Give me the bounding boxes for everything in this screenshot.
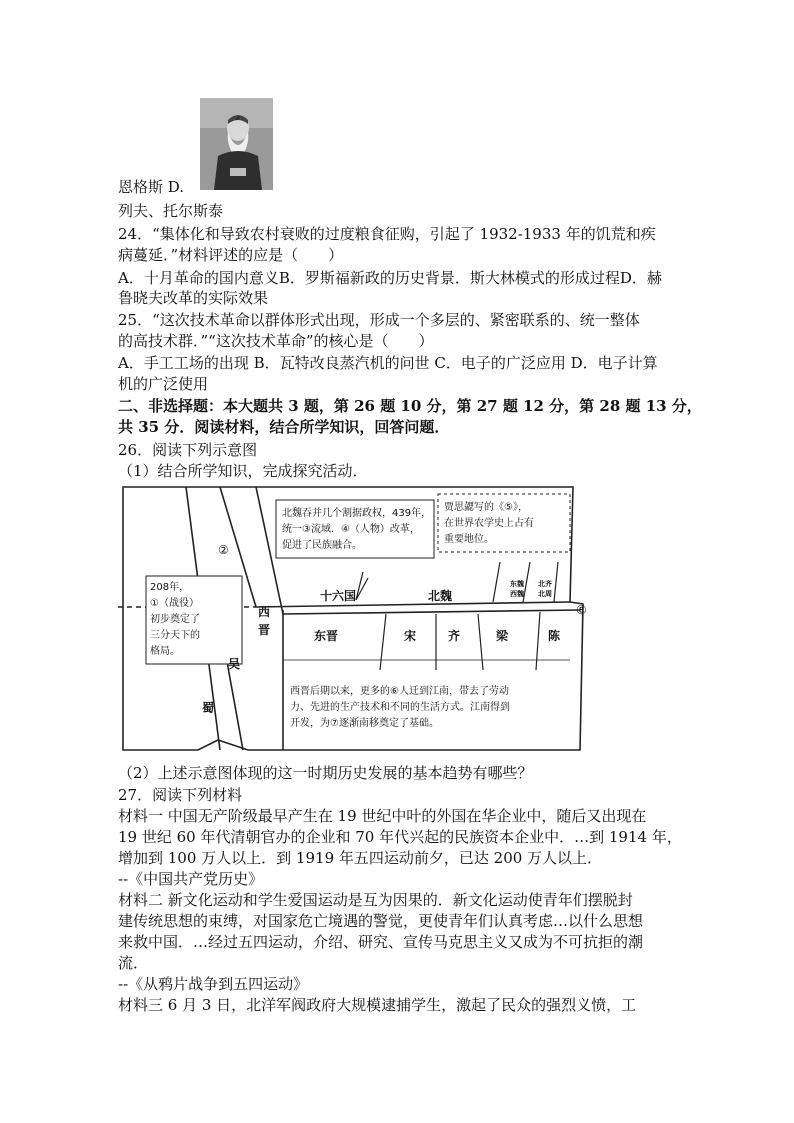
box-jia-line1: 贾思勰写的《⑤》， <box>444 502 528 513</box>
box-208-line4: 三分天下的 <box>150 630 200 641</box>
q27-m2-source: --《从鸦片战争到五四运动》 <box>118 975 309 993</box>
q25-options-line2: 机的广泛使用 <box>118 375 209 393</box>
box-beiwei-line2: 统一③流域．④（人物）改革， <box>282 524 420 535</box>
label-beizhou: 北周 <box>538 590 552 598</box>
box-jia-line2: 在世界农学史上占有 <box>444 518 534 529</box>
q25-stem-line2: 的高技术群．”“这次技术革命”的核心是（ ） <box>118 332 434 350</box>
label-circle-8: ⑧ <box>576 603 587 617</box>
q26-part2: （2）上述示意图体现的这一时期历史发展的基本趋势有哪些？ <box>118 764 533 782</box>
box-208-line3: 初步奠定了 <box>150 614 200 625</box>
box-beiwei-line3: 促进了民族融合。 <box>282 540 362 551</box>
tolstoy-portrait-image <box>200 98 273 190</box>
q23-option-d: 列夫、托尔斯泰 <box>118 202 224 220</box>
label-liang: 梁 <box>496 629 509 643</box>
box-208-line1: 208年， <box>150 582 190 593</box>
label-xijin-2: 晋 <box>258 623 271 637</box>
box-208-line5: 格局。 <box>150 646 180 657</box>
q26-part1: （1）结合所学知识，完成探究活动． <box>118 462 368 480</box>
q25-options-line1: A．手工工场的出现 B．瓦特改良蒸汽机的问世 C．电子的广泛应用 D．电子计算 <box>118 354 658 372</box>
label-beiwei: 北魏 <box>428 589 453 603</box>
label-dongjin: 东晋 <box>314 629 339 643</box>
q27-m2-line1: 材料二 新文化运动和学生爱国运动是互为因果的．新文化运动使青年们摆脱封 <box>118 891 633 909</box>
q27-m1-line3: 增加到 100 万人以上．到 1919 年五四运动前夕，已达 200 万人以上． <box>118 849 603 867</box>
q24-stem-line1: 24．“集体化和导致农村衰败的过度粮食征购，引起了 1932-1933 年的饥荒和疾 <box>118 225 656 243</box>
q24-stem-line2: 病蔓延．”材料评述的应是（ ） <box>118 246 344 264</box>
q26-title: 26．阅读下列示意图 <box>118 441 258 459</box>
q25-stem-line1: 25．“这次技术革命以群体形式出现，形成一个多层的、紧密联系的、统一整体 <box>118 311 640 329</box>
label-song: 宋 <box>404 629 417 643</box>
label-wu: 吴 <box>228 657 241 671</box>
section2-heading-line1: 二、非选择题：本大题共 3 题，第 26 题 10 分，第 27 题 12 分，第 28 题 13 分， <box>118 397 702 415</box>
label-xijin-1: 西 <box>258 605 271 619</box>
history-period-diagram <box>118 482 590 757</box>
box-jia-line3: 重要地位。 <box>444 534 494 545</box>
q24-options-line2: 鲁晓夫改革的实际效果 <box>118 289 269 307</box>
q27-m3-line1: 材料三 6 月 3 日，北洋军阀政府大规模逮捕学生，激起了民众的强烈义愤，工 <box>118 996 637 1014</box>
label-shu: 蜀 <box>202 701 215 715</box>
section2-heading-line2: 共 35 分．阅读材料，结合所学知识，回答问题． <box>118 418 450 436</box>
label-dongwei: 东魏 <box>510 580 524 588</box>
box-jiangnan-line2: 力、先进的生产技术和不同的生活方式。江南得到 <box>290 702 510 713</box>
label-xiwei: 西魏 <box>510 590 524 598</box>
box-208-line2: ①（战役） <box>150 598 199 609</box>
label-beiqi: 北齐 <box>538 580 552 588</box>
label-chen: 陈 <box>548 629 561 643</box>
box-beiwei-line1: 北魏吞并几个割据政权，439年， <box>282 508 432 519</box>
label-qi: 齐 <box>448 629 461 643</box>
q27-title: 27．阅读下列材料 <box>118 786 243 804</box>
q23-option-c: 恩格斯 D. <box>118 178 185 196</box>
box-jiangnan-line3: 开发，为⑦逐渐南移奠定了基础。 <box>290 718 439 729</box>
q27-m1-line2: 19 世纪 60 年代清朝官办的企业和 70 年代兴起的民族资本企业中．…到 1914 年， <box>118 828 682 846</box>
q27-m2-line2: 建传统思想的束缚，对国家危亡境遇的警觉，更使青年们认真考虑…以什么思想 <box>118 912 644 930</box>
q27-m2-line3: 来救中国．…经过五四运动，介绍、研究、宣传马克思主义又成为不可抗拒的潮 <box>118 933 644 951</box>
q24-options-line1: A．十月革命的国内意义B．罗斯福新政的历史背景．斯大林模式的形成过程D．赫 <box>118 269 662 287</box>
box-jiangnan-line1: 西晋后期以来，更多的⑥人迁到江南，带去了劳动 <box>290 686 509 697</box>
q27-m1-source: --《中国共产党历史》 <box>118 870 264 888</box>
label-shiliuguo: 十六国 <box>320 589 357 603</box>
q27-m1-line1: 材料一 中国无产阶级最早产生在 19 世纪中叶的外国在华企业中，随后又出现在 <box>118 807 647 825</box>
q27-m2-line4: 流． <box>118 954 149 972</box>
label-circle-2: ② <box>218 543 229 557</box>
